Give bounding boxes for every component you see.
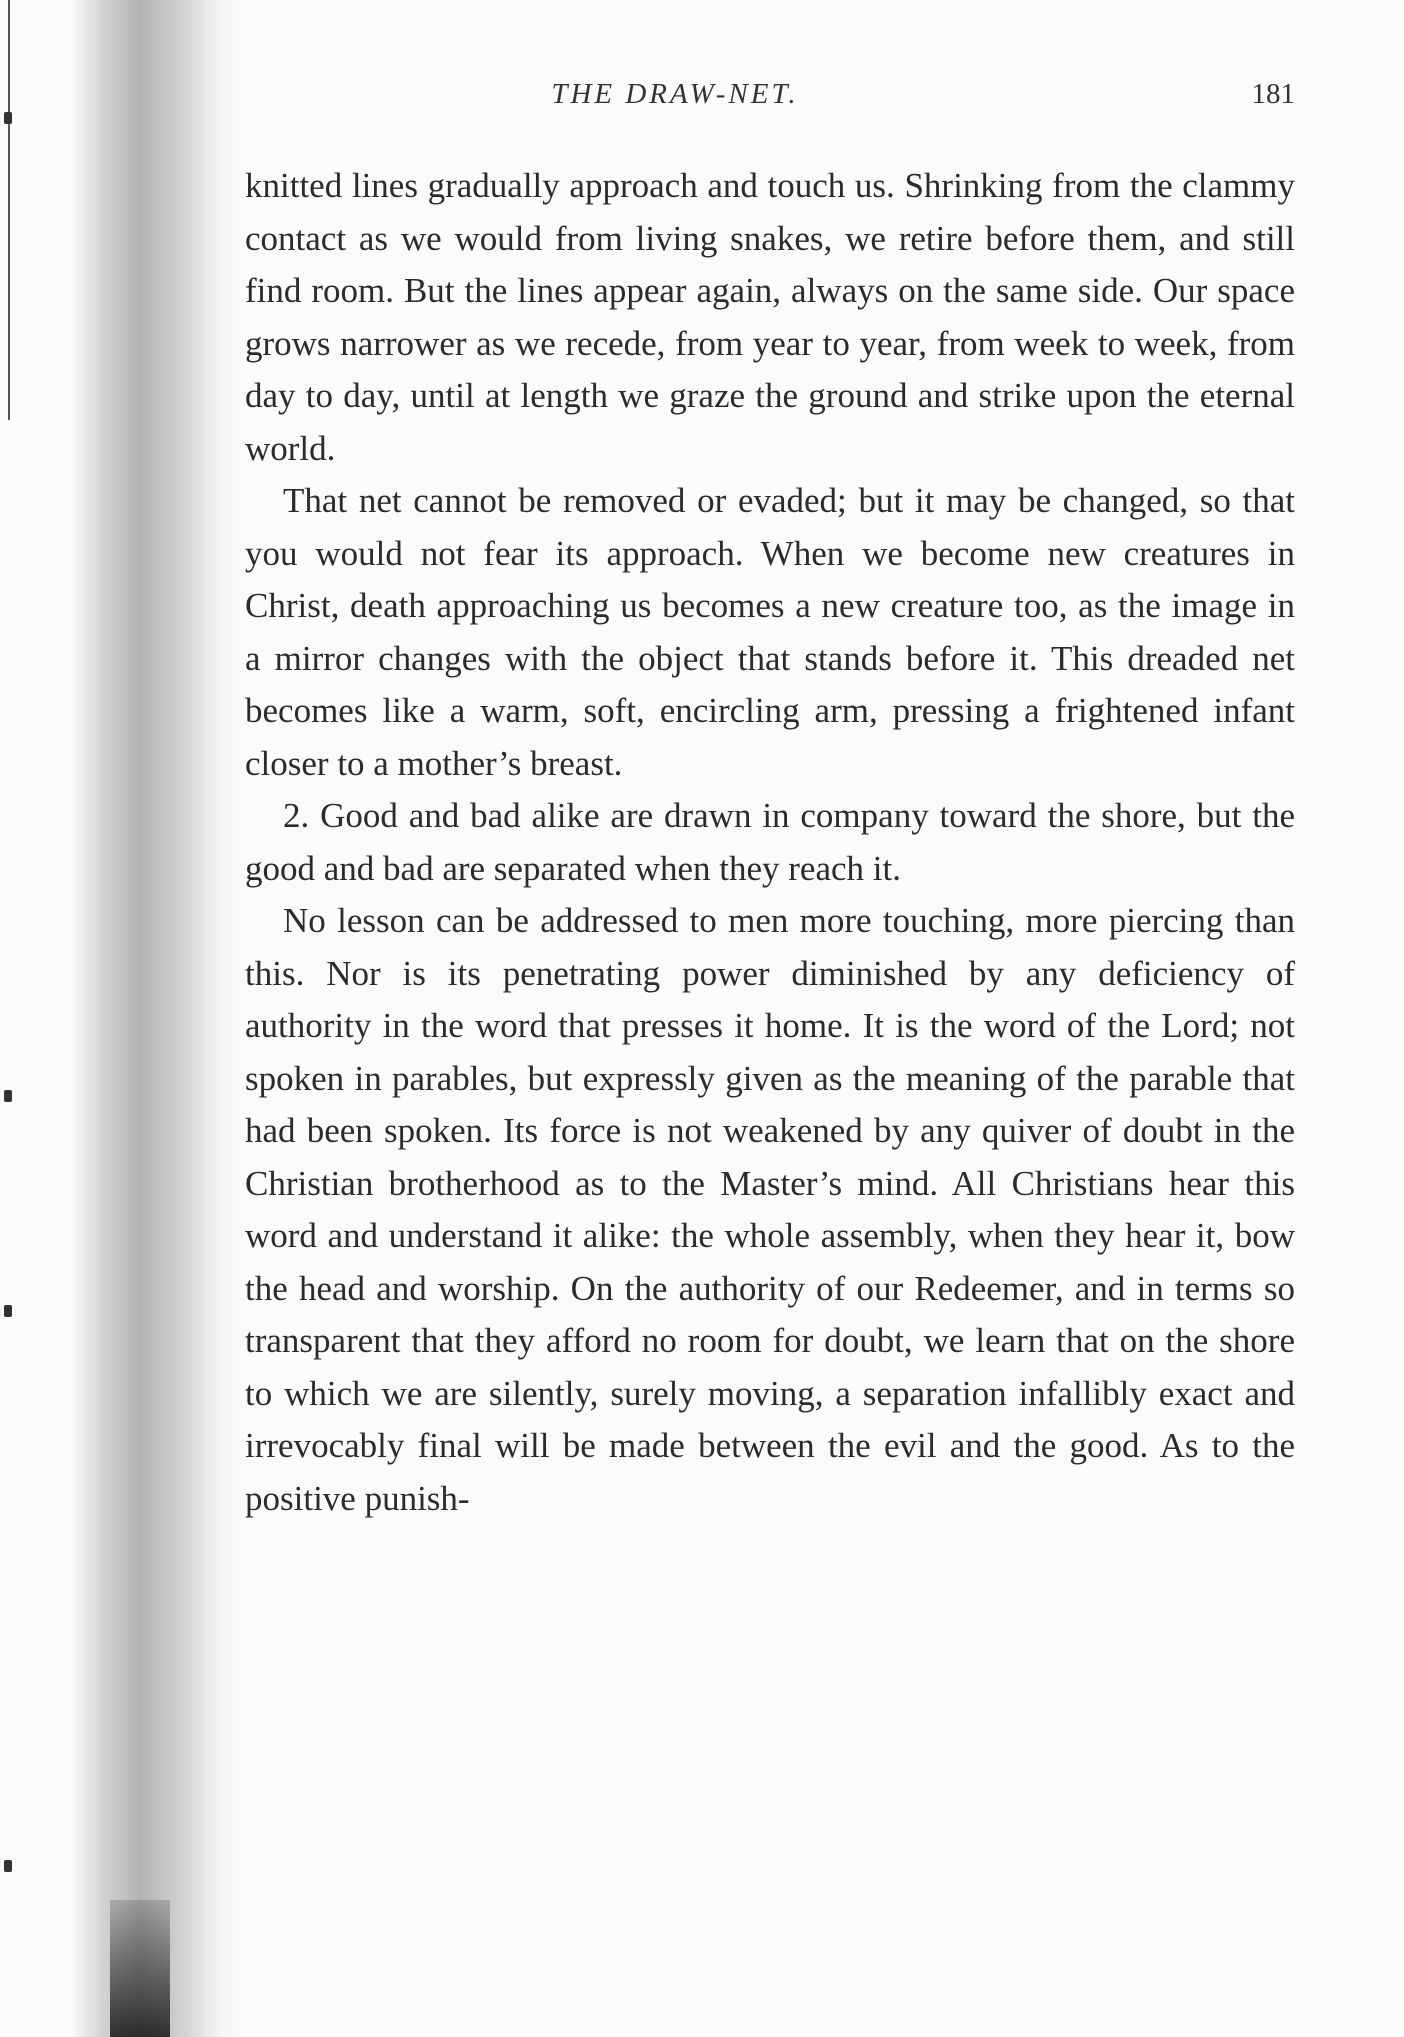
page-edge-mark	[4, 1860, 12, 1872]
page-edge-mark	[4, 112, 12, 124]
binding-gutter-dark-corner	[110, 1900, 170, 2037]
body-text	[245, 160, 1295, 1525]
paragraph-point-two: 2. Good and bad alike are drawn in company toward the shore, but the good and bad are separated when they reach it.	[245, 796, 1295, 888]
page-header	[245, 78, 1295, 118]
binding-gutter-shadow	[70, 0, 245, 2037]
paragraph-continuation: knitted lines gradually approach and touch us. Shrinking from the clammy contact as we would from living snakes, we retire before them, and still find room. But the lines appear again, always on the same side. Our space grows narrower as we recede, from year to year, from week to week, from day to day, until at length we graze the ground and strike upon the eternal world.	[245, 166, 1295, 468]
paragraph-net-changed: That net cannot be removed or evaded; but it may be changed, so that you would not fear its approach. When we become new creatures in Christ, death approaching us becomes a new creature too, as the image in a mirror changes with the object that stands before it. This dreaded net becomes like a warm, soft, encircling arm, pressing a frightened infant closer to a mother’s breast.	[245, 481, 1295, 783]
page-edge-mark	[4, 1305, 12, 1317]
running-head: THE DRAW-NET.	[551, 78, 799, 110]
page-edge-line	[8, 0, 10, 420]
page-edge-mark	[4, 1090, 12, 1102]
paragraph-lesson: No lesson can be addressed to men more touching, more piercing than this. Nor is its penetrating power diminished by any deficiency of authority in the word that presses it home. It is the word of the Lord; not spoken in parables, but expressly given as the meaning of the parable that had been spoken. Its force is not weakened by any quiver of doubt in the Christian brotherhood as to the Master’s mind. All Christians hear this word and understand it alike: the whole assembly, when they hear it, bow the head and worship. On the authority of our Redeemer, and in terms so transparent that they afford no room for doubt, we learn that on the shore to which we are silently, surely moving, a separation infallibly exact and irrevocably final will be made between the evil and the good. As to the positive punish-	[245, 901, 1295, 1518]
page-number: 181	[1251, 78, 1295, 110]
